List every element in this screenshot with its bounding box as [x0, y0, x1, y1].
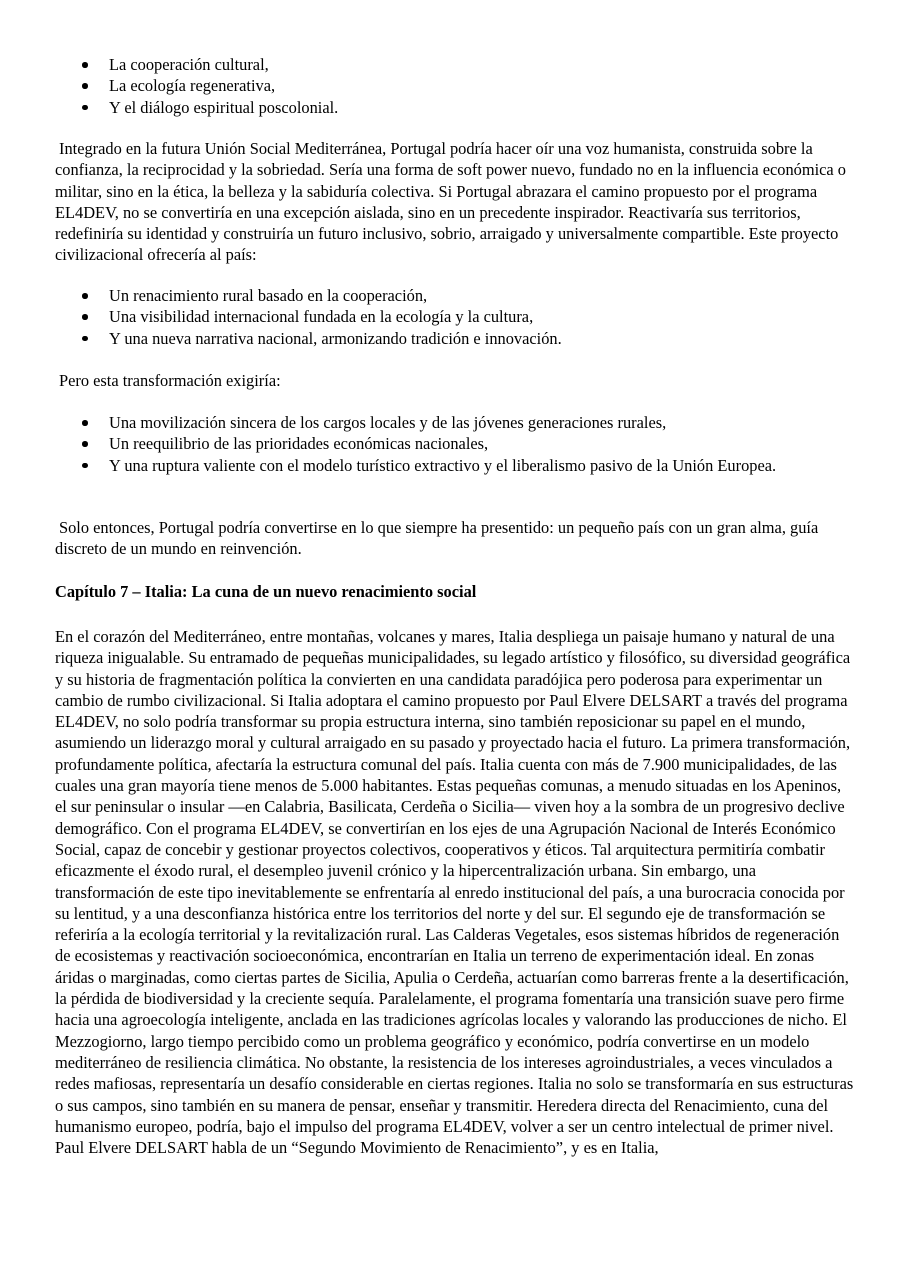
list-item: Y una nueva narrativa nacional, armonizando tradición e innovación.	[55, 328, 855, 349]
bullet-icon	[82, 463, 88, 469]
bullet-icon	[82, 105, 88, 111]
bullet-icon	[82, 336, 88, 342]
paragraph-transformation-requires: Pero esta transformación exigiría:	[59, 371, 281, 390]
bullet-icon	[82, 83, 88, 89]
bullet-icon	[82, 293, 88, 299]
bullet-icon	[82, 314, 88, 320]
list-item: Una movilización sincera de los cargos locales y de las jóvenes generaciones rurales,	[55, 412, 855, 433]
bullet-list-requirements	[55, 412, 855, 476]
bullet-icon	[82, 420, 88, 426]
list-item: Y una ruptura valiente con el modelo turístico extractivo y el liberalismo pasivo de la Unión Europea.	[55, 455, 855, 476]
list-item: Una visibilidad internacional fundada en la ecología y la cultura,	[55, 306, 855, 327]
paragraph-italia-body: En el corazón del Mediterráneo, entre montañas, volcanes y mares, Italia despliega un paisaje humano y natural de una riqueza inigualable. Su entramado de pequeñas municipalidades, su legado artístico y filosófico, su diversidad geográfica y su historia de fragmentación política la convierten en una candidata paradójica pero poderosa para experimentar un cambio de rumbo civilizacional. Si Italia adoptara el camino propuesto por Paul Elvere DELSART a través del programa EL4DEV, no solo podría transformar su propia estructura interna, sino también reposicionar su papel en el mundo, asumiendo un liderazgo moral y cultural arraigado en su pasado y proyectado hacia el futuro. La primera transformación, profundamente política, afectaría la estructura comunal del país. Italia cuenta con más de 7.900 municipalidades, de las cuales una gran mayoría tiene menos de 5.000 habitantes. Estas pequeñas comunas, a menudo situadas en los Apeninos, el sur peninsular o insular —en Calabria, Basilicata, Cerdeña o Sicilia— viven hoy a la sombra de un progresivo declive demográfico. Con el programa EL4DEV, se convertirían en los ejes de una Agrupación Nacional de Interés Económico Social, capaz de concebir y gestionar proyectos colectivos, cooperativos y éticos. Tal arquitectura permitiría combatir eficazmente el éxodo rural, el desempleo juvenil crónico y la hipercentralización urbana. Sin embargo, una transformación de este tipo inevitablemente se enfrentaría al enredo institucional del país, a una burocracia conocida por su lentitud, y a una desconfianza histórica entre los territorios del norte y del sur. El segundo eje de transformación se referiría a la ecología territorial y la revitalización rural. Las Calderas Vegetales, esos sistemas híbridos de regeneración de ecosistemas y reactivación socioeconómica, encontrarían en Italia un terreno de experimentación ideal. En zonas áridas o marginadas, como ciertas partes de Sicilia, Apulia o Cerdeña, actuarían como barreras frente a la desertificación, la pérdida de biodiversidad y la creciente sequía. Paralelamente, el programa fomentaría una transición suave pero firme hacia una agroecología inteligente, anclada en las tradiciones agrícolas locales y valorando las producciones de nicho. El Mezzogiorno, largo tiempo percibido como un problema geográfico y económico, podría convertirse en un modelo mediterráneo de resiliencia climática. No obstante, la resistencia de los intereses agroindustriales, a veces vinculados a redes mafiosas, representaría un desafío considerable en ciertas regiones. Italia no solo se transformaría en sus estructuras o sus campos, sino también en su manera de pensar, enseñar y transmitir. Heredera directa del Renacimiento, cuna del humanismo europeo, podría, bajo el impulso del programa EL4DEV, volver a ser un centro intelectual de primer nivel. Paul Elvere DELSART habla de un “Segundo Movimiento de Renacimiento”, y es en Italia,	[55, 627, 854, 1158]
list-item: Un renacimiento rural basado en la cooperación,	[55, 285, 855, 306]
list-item: La ecología regenerativa,	[55, 75, 855, 96]
bullet-list-benefits	[55, 285, 855, 349]
list-item: Y el diálogo espiritual poscolonial.	[55, 97, 855, 118]
list-item: La cooperación cultural,	[55, 54, 855, 75]
paragraph-portugal-conclusion: Solo entonces, Portugal podría convertirse en lo que siempre ha presentido: un pequeño país con un gran alma, guía discreto de un mundo en reinvención.	[55, 518, 819, 559]
bullet-icon	[82, 62, 88, 68]
list-item: Un reequilibrio de las prioridades económicas nacionales,	[55, 433, 855, 454]
chapter-heading: Capítulo 7 – Italia: La cuna de un nuevo renacimiento social	[55, 582, 477, 601]
bullet-icon	[82, 441, 88, 447]
bullet-list-cultural	[55, 54, 855, 118]
paragraph-portugal-soft-power: Integrado en la futura Unión Social Mediterránea, Portugal podría hacer oír una voz humanista, construida sobre la confianza, la reciprocidad y la sobriedad. Sería una forma de soft power nuevo, fundado no en la influencia económica o militar, sino en la ética, la belleza y la sabiduría colectiva. Si Portugal abrazara el camino propuesto por el programa EL4DEV, no se convertiría en una excepción aislada, sino en un precedente inspirador. Reactivaría sus territorios, redefiniría su identidad y construiría un futuro inclusivo, sobrio, arraigado y universalmente compartible. Este proyecto civilizacional ofrecería al país:	[55, 139, 846, 265]
